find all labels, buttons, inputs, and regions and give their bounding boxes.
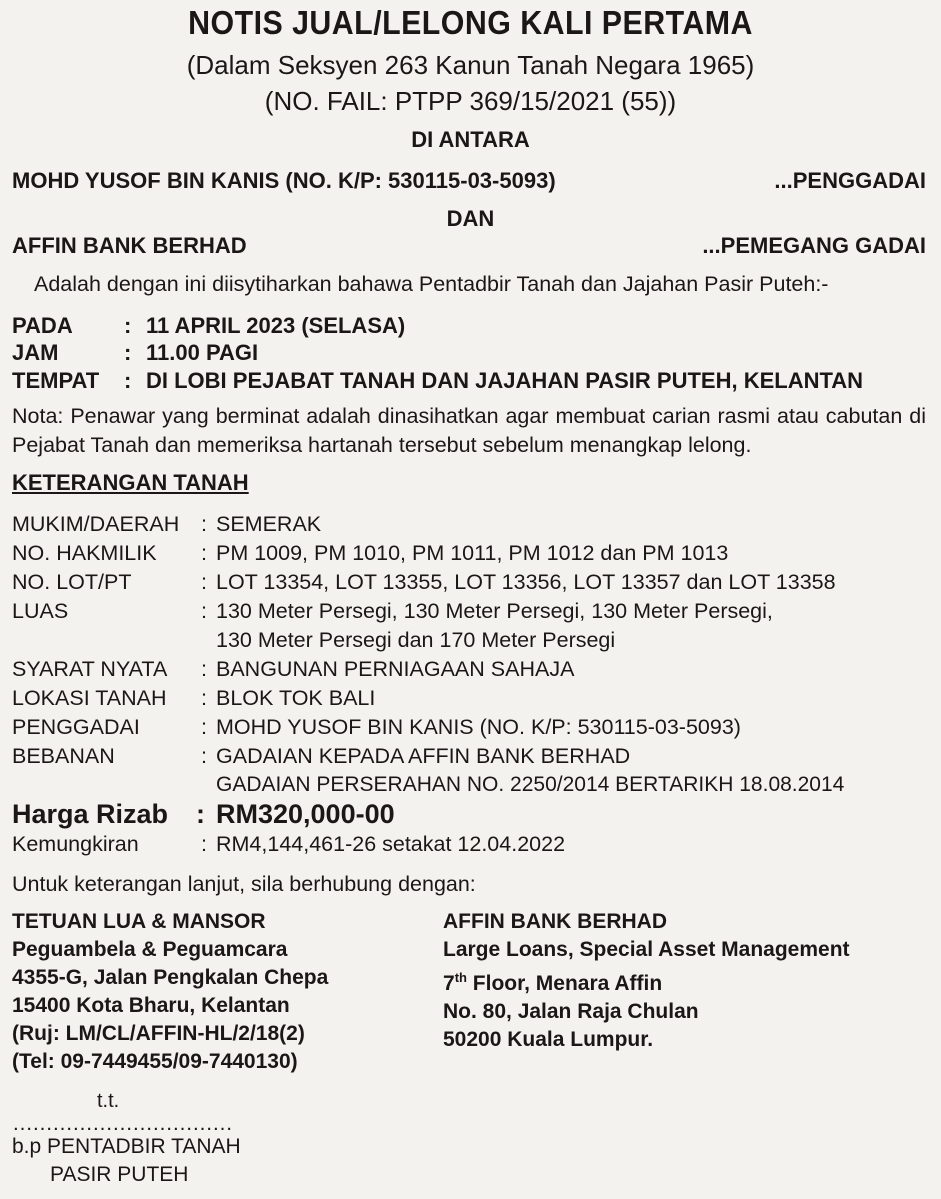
schedule-place-label: TEMPAT bbox=[12, 368, 100, 393]
chargee-role: ...PEMEGANG GADAI bbox=[702, 233, 926, 258]
lawyer-reference: (Ruj: LM/CL/AFFIN-HL/2/18(2) bbox=[12, 1022, 305, 1045]
detail-colon: : bbox=[201, 599, 207, 623]
bank-address-2: 50200 Kuala Lumpur. bbox=[443, 1028, 654, 1051]
contact-lawyer bbox=[12, 908, 328, 1076]
between-label: DI ANTARA bbox=[411, 127, 530, 152]
schedule-date-value: 11 APRIL 2023 (SELASA) bbox=[146, 313, 406, 338]
detail-colon: : bbox=[201, 512, 207, 536]
notice-subtitle-act: (Dalam Seksyen 263 Kanun Tanah Negara 1965) bbox=[186, 50, 755, 80]
bank-department: Large Loans, Special Asset Management bbox=[443, 938, 850, 961]
lot-no-label: NO. LOT/PT bbox=[12, 570, 132, 594]
schedule-date-label: PADA bbox=[12, 313, 73, 338]
detail-colon: : bbox=[201, 657, 207, 681]
lawyer-address-1: 4355-G, Jalan Pengkalan Chepa bbox=[12, 966, 329, 989]
detail-colon: : bbox=[201, 686, 207, 710]
signatory-line1: b.p PENTADBIR TANAH bbox=[12, 1135, 241, 1158]
chargor-name: MOHD YUSOF BIN KANIS (NO. K/P: 530115-03-5093) bbox=[12, 168, 556, 193]
land-location-value: BLOK TOK BALI bbox=[216, 686, 376, 710]
signature-line: …………………………… bbox=[12, 1112, 232, 1135]
contact-bank bbox=[443, 908, 850, 1054]
reserve-price-value: RM320,000-00 bbox=[216, 799, 395, 829]
notice-file-number: (NO. FAIL: PTPP 369/15/2021 (55)) bbox=[264, 86, 677, 116]
detail-colon: : bbox=[201, 541, 207, 565]
encumbrance-value-line2: GADAIAN PERSERAHAN NO. 2250/2014 BERTARIKH 18.08.2014 bbox=[216, 773, 845, 796]
bank-name: AFFIN BANK BERHAD bbox=[443, 910, 667, 933]
mukim-label: MUKIM/DAERAH bbox=[12, 512, 180, 536]
schedule-colon: : bbox=[124, 340, 132, 365]
lot-no-value: LOT 13354, LOT 13355, LOT 13356, LOT 13357 dan LOT 13358 bbox=[216, 570, 836, 594]
bank-floor: 7th Floor, Menara Affin bbox=[443, 970, 663, 995]
express-condition-label: SYARAT NYATA bbox=[12, 657, 168, 681]
chargor-role: ...PENGGADAI bbox=[774, 168, 926, 193]
lawyer-phone: (Tel: 09-7449455/09-7440130) bbox=[12, 1050, 298, 1073]
area-label: LUAS bbox=[12, 599, 69, 623]
chargee-row bbox=[12, 233, 926, 259]
schedule-colon: : bbox=[124, 313, 132, 338]
signatory-line2: PASIR PUTEH bbox=[50, 1163, 189, 1186]
express-condition-value: BANGUNAN PERNIAGAAN SAHAJA bbox=[216, 657, 575, 681]
reserve-price-colon: : bbox=[196, 799, 205, 829]
detail-colon: : bbox=[201, 570, 207, 594]
chargee-name: AFFIN BANK BERHAD bbox=[12, 233, 247, 258]
schedule-time-label: JAM bbox=[12, 340, 59, 365]
mukim-value: SEMERAK bbox=[216, 512, 322, 536]
and-label: DAN bbox=[446, 206, 495, 231]
chargor-label: PENGGADAI bbox=[12, 715, 140, 739]
detail-colon: : bbox=[201, 832, 207, 856]
lawyer-title: Peguambela & Peguamcara bbox=[12, 938, 288, 961]
bank-address-1: No. 80, Jalan Raja Chulan bbox=[443, 1000, 699, 1023]
signed-mark: t.t. bbox=[97, 1090, 120, 1112]
default-amount-label: Kemungkiran bbox=[12, 832, 139, 856]
area-value-line1: 130 Meter Persegi, 130 Meter Persegi, 130 Meter Persegi, bbox=[216, 599, 773, 623]
lawyer-firm: TETUAN LUA & MANSOR bbox=[12, 910, 266, 933]
bidder-note: Nota: Penawar yang berminat adalah dinasihatkan agar membuat carian rasmi atau cabutan di Pejabat Tanah dan memeriksa hartanah tersebut sebelum menangkap lelong. bbox=[12, 404, 926, 457]
schedule-place-value: DI LOBI PEJABAT TANAH DAN JAJAHAN PASIR PUTEH, KELANTAN bbox=[146, 368, 864, 393]
schedule-time-value: 11.00 PAGI bbox=[146, 340, 259, 365]
intro-text: Adalah dengan ini diisytiharkan bahawa Pentadbir Tanah dan Jajahan Pasir Puteh:- bbox=[34, 272, 829, 296]
notice-title: NOTIS JUAL/LELONG KALI PERTAMA bbox=[188, 4, 753, 41]
lawyer-address-2: 15400 Kota Bharu, Kelantan bbox=[12, 994, 290, 1017]
encumbrance-value-line1: GADAIAN KEPADA AFFIN BANK BERHAD bbox=[216, 744, 631, 768]
land-location-label: LOKASI TANAH bbox=[12, 686, 167, 710]
detail-colon: : bbox=[201, 744, 207, 768]
land-details-heading: KETERANGAN TANAH bbox=[12, 470, 249, 495]
chargor-row bbox=[12, 168, 926, 194]
default-amount-value: RM4,144,461-26 setakat 12.04.2022 bbox=[216, 832, 566, 856]
reserve-price-label: Harga Rizab bbox=[12, 799, 169, 829]
schedule-colon: : bbox=[124, 368, 132, 393]
area-value-line2: 130 Meter Persegi dan 170 Meter Persegi bbox=[216, 628, 616, 652]
title-no-label: NO. HAKMILIK bbox=[12, 541, 157, 565]
title-no-value: PM 1009, PM 1010, PM 1011, PM 1012 dan PM 1013 bbox=[216, 541, 729, 565]
contact-intro: Untuk keterangan lanjut, sila berhubung dengan: bbox=[12, 872, 476, 896]
chargor-value: MOHD YUSOF BIN KANIS (NO. K/P: 530115-03-5093) bbox=[216, 715, 741, 739]
encumbrance-label: BEBANAN bbox=[12, 744, 115, 768]
detail-colon: : bbox=[201, 715, 207, 739]
